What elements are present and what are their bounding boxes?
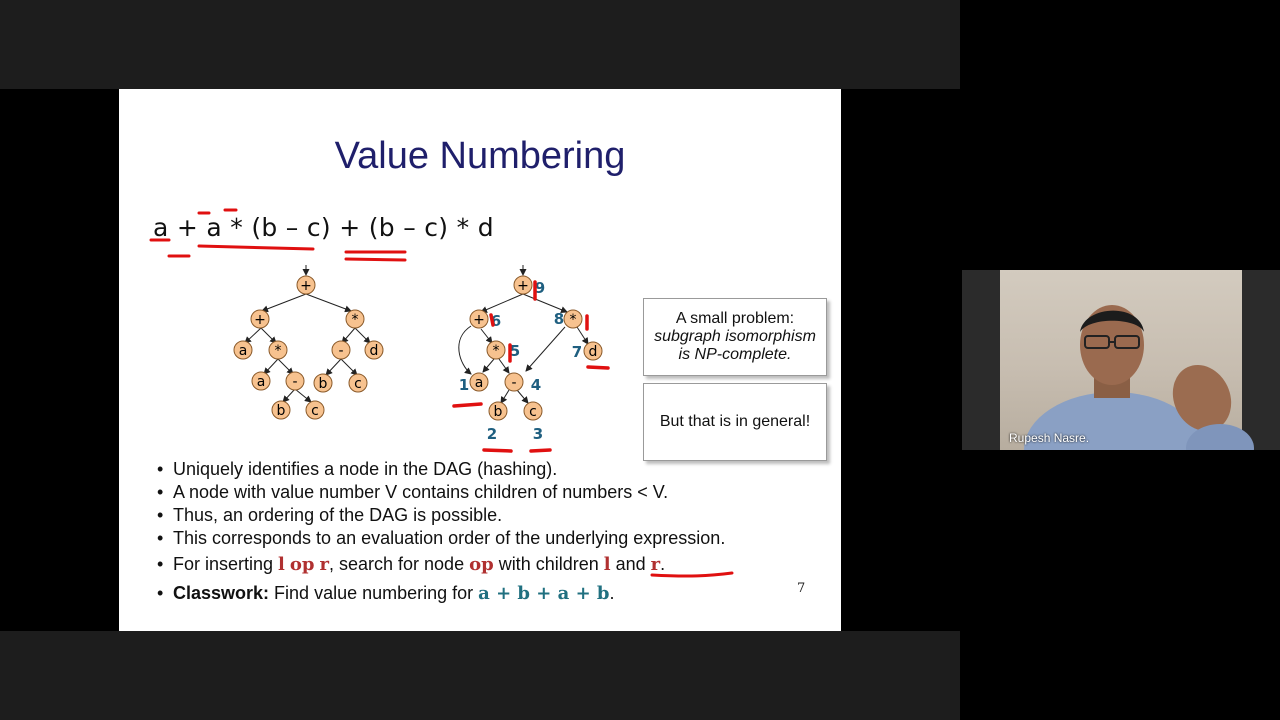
expr-op: + [339, 213, 361, 242]
bullet-item: • Classwork: Find value numbering for a + b + a + b. [157, 579, 725, 608]
expr-term: c) [424, 213, 449, 242]
top-letterbox-bar [0, 0, 960, 89]
svg-text:+: + [300, 278, 312, 294]
svg-text:+: + [517, 278, 529, 294]
svg-text:*: * [274, 343, 282, 359]
tree-node [252, 372, 270, 390]
svg-text:a: a [238, 343, 248, 359]
svg-text:c: c [354, 376, 362, 392]
tree-node [297, 276, 315, 294]
bullet-item: • Thus, an ordering of the DAG is possible. [157, 504, 725, 527]
bullet-item: • For inserting l op r, search for node op with children l and r. [157, 550, 725, 579]
svg-text:-: - [511, 375, 517, 391]
dag-node [514, 276, 532, 294]
dag-node [524, 402, 542, 420]
value-numbers [459, 279, 582, 443]
bullet-list [157, 458, 725, 608]
dag-node [505, 373, 523, 391]
svg-text:a: a [256, 374, 266, 390]
expr-op: – [403, 213, 417, 242]
tree-node [314, 374, 332, 392]
note-box-problem [643, 298, 827, 376]
svg-text:d: d [588, 344, 598, 360]
value-number: 2 [486, 425, 498, 443]
svg-text:*: * [351, 312, 359, 328]
expr-term: a [153, 213, 169, 242]
dag-node [489, 402, 507, 420]
tree-nodes [234, 276, 383, 419]
svg-text:-: - [338, 343, 344, 359]
tree-node [349, 374, 367, 392]
note-line: A small problem: [675, 310, 795, 327]
dag-node [564, 310, 582, 328]
dag-node [584, 342, 602, 360]
bottom-letterbox-bar [0, 631, 960, 720]
value-number: 4 [530, 376, 542, 394]
presentation-slide [119, 89, 841, 631]
value-number: 8 [553, 310, 565, 328]
svg-text:b: b [276, 403, 286, 419]
svg-text:+: + [254, 312, 266, 328]
expr-term: a [206, 213, 222, 242]
tree-node [332, 341, 350, 359]
svg-text:-: - [292, 374, 298, 390]
note-line: But that is in general! [659, 413, 811, 430]
bullet-item: • A node with value number V contains children of numbers < V. [157, 481, 725, 504]
svg-text:a: a [474, 375, 484, 391]
value-number: 5 [509, 342, 521, 360]
expr-op: – [285, 213, 299, 242]
tree-node [286, 372, 304, 390]
note-line-italic: is NP-complete. [678, 346, 792, 363]
tree-node [234, 341, 252, 359]
svg-text:*: * [569, 312, 577, 328]
slide-page-number: 7 [797, 581, 806, 596]
tree-node [306, 401, 324, 419]
expr-term: c) [306, 213, 331, 242]
expr-op: * [456, 213, 470, 242]
tree-node [346, 310, 364, 328]
expr-term: (b [368, 213, 395, 242]
svg-text:b: b [318, 376, 328, 392]
svg-text:b: b [493, 404, 503, 420]
slide-title: Value Numbering [334, 135, 626, 177]
tree-node [251, 310, 269, 328]
tree-node [269, 341, 287, 359]
dag-annotations [454, 282, 608, 451]
bullet-item: • This corresponds to an evaluation order of the underlying expression. [157, 527, 725, 550]
svg-text:d: d [369, 343, 379, 359]
svg-text:+: + [473, 312, 485, 328]
note-box-general [643, 383, 827, 461]
svg-text:c: c [529, 404, 537, 420]
value-number: 3 [532, 425, 544, 443]
participant-video-tile[interactable] [962, 270, 1280, 450]
expr-op: + [176, 213, 199, 242]
expression-annotations [151, 210, 405, 260]
svg-text:c: c [311, 403, 319, 419]
expr-op: * [230, 213, 244, 242]
expr-term: d [477, 213, 494, 242]
dag-node [470, 310, 488, 328]
value-number: 7 [571, 343, 583, 361]
tree-node [272, 401, 290, 419]
participant-video-frame [962, 270, 1280, 450]
svg-text:*: * [492, 343, 500, 359]
expr-term: (b [251, 213, 278, 242]
note-line-italic: subgraph isomorphism [654, 328, 816, 345]
tree-node [365, 341, 383, 359]
bullet-item: • Uniquely identifies a node in the DAG (hashing). [157, 458, 725, 481]
value-number: 1 [458, 376, 470, 394]
value-number: 9 [534, 279, 546, 297]
value-number: 6 [490, 312, 502, 330]
participant-name: Rupesh Nasre. [1009, 431, 1090, 445]
dag-node [487, 341, 505, 359]
dag-node [470, 373, 488, 391]
